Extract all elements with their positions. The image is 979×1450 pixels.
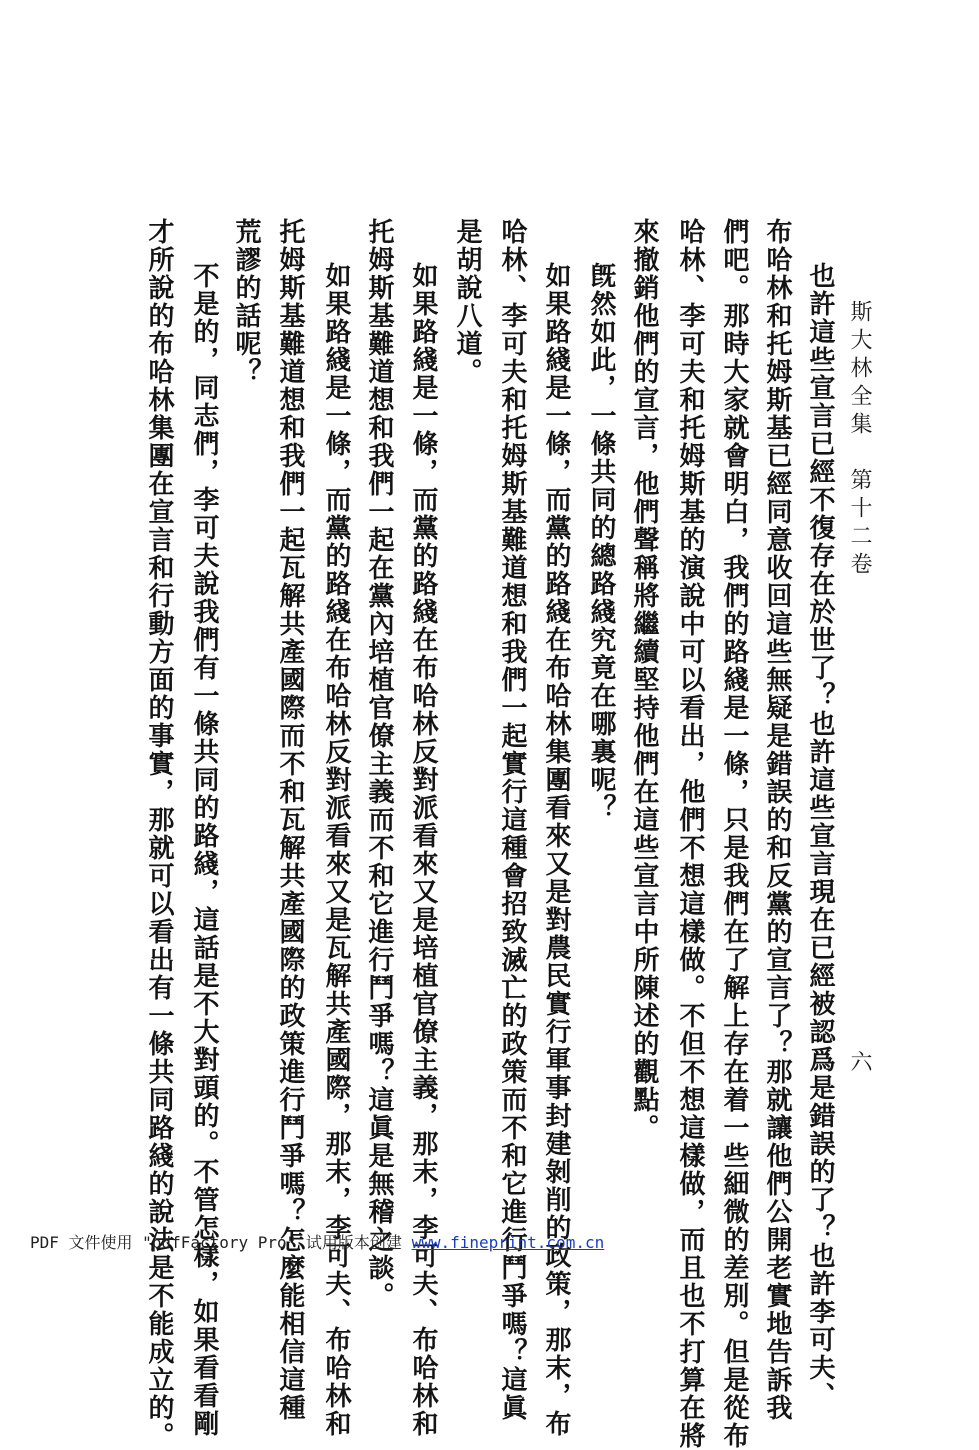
text-column-8: 哈林、李可夫和托姆斯基難道想和我們一起實行這種會招致滅亡的政策而不和它進行鬥爭嗎？這眞 — [497, 218, 527, 1422]
text-column-7: 如果路綫是一條，而黨的路綫在布哈林集團看來又是對農民實行軍事封建剝削的政策，那末，布 — [541, 262, 571, 1438]
text-column-4: 哈林、李可夫和托姆斯基的演說中可以看出，他們不想這樣做。不但不想這樣做，而且也不打算在將 — [675, 218, 705, 1450]
text-column-3: 們吧。那時大家就會明白，我們的路綫是一條，只是我們在了解上存在着一些細微的差別。但是從布 — [719, 218, 749, 1450]
text-column-16: 才所說的布哈林集團在宣言和行動方面的事實，那就可以看出有一條共同路綫的說法是不能成立的。 — [144, 218, 174, 1450]
text-column-13: 托姆斯基難道想和我們一起瓦解共產國際而不和瓦解共產國際的政策進行鬥爭嗎？怎麼能相信這種 — [275, 218, 305, 1422]
text-column-10: 如果路綫是一條，而黨的路綫在布哈林反對派看來又是培植官僚主義，那末，李可夫、布哈林和 — [408, 262, 438, 1438]
text-column-12: 如果路綫是一條，而黨的路綫在布哈林反對派看來又是瓦解共產國際，那末，李可夫、布哈林和 — [321, 262, 351, 1438]
text-column-5: 來撤銷他們的宣言，他們聲稱將繼續堅持他們在這些宣言中所陳述的觀點。 — [629, 218, 659, 1142]
text-column-1: 也許這些宣言已經不復存在於世了？也許這些宣言現在已經被認爲是錯誤的了？也許李可夫、 — [805, 262, 835, 1410]
page-number: 六 — [847, 1050, 872, 1078]
footer-link[interactable]: www.fineprint.com.cn — [411, 1233, 605, 1252]
text-column-6: 旣然如此，一條共同的總路綫究竟在哪裏呢？ — [586, 262, 616, 822]
footer-text: PDF 文件使用 "pdfFactory Pro" 试用版本创建 — [30, 1233, 412, 1252]
text-column-2: 布哈林和托姆斯基已經同意收回這些無疑是錯誤的和反黨的宣言了？那就讓他們公開老實地告訴我 — [762, 218, 792, 1422]
running-header: 斯大林全集 第十二卷 — [847, 300, 872, 580]
text-column-9: 是胡說八道。 — [452, 218, 482, 386]
text-column-14: 荒謬的話呢？ — [231, 218, 261, 386]
pdf-footer — [30, 1230, 604, 1253]
text-column-11: 托姆斯基難道想和我們一起在黨內培植官僚主義而不和它進行鬥爭嗎？這眞是無稽之談。 — [364, 218, 394, 1310]
text-column-15: 不是的，同志們，李可夫說我們有一條共同的路綫，這話是不大對頭的。不管怎樣，如果看看剛 — [189, 262, 219, 1438]
